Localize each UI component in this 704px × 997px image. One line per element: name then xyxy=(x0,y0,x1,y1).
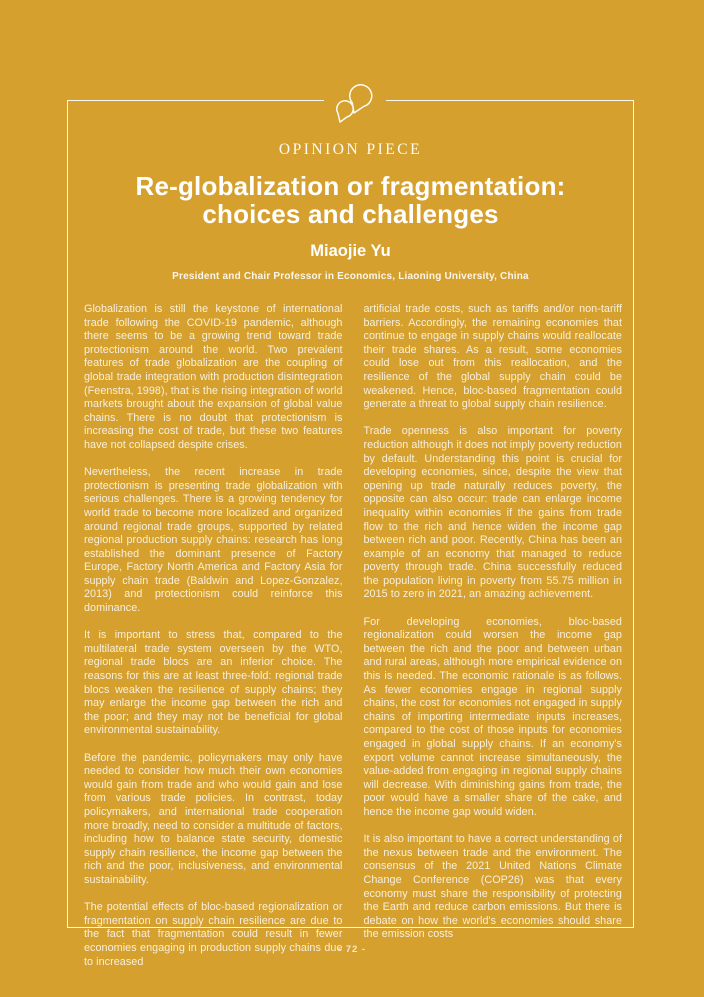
article-title-line1: Re-globalization or fragmentation: xyxy=(135,171,566,201)
paragraph: It is also important to have a correct understanding of the nexus between trade and the environment. The consensus of the 2021 United Nations Climate Change Conference (COP26) was that every economy must share the responsibility of protecting the Earth and reduce carbon emissions. But there is debate on how the world's economies should share the emission costs xyxy=(363,833,622,941)
paragraph: Before the pandemic, policymakers may only have needed to consider how much their own economies would gain from trade and who would gain and lose from various trade policies. In contrast, today policymakers, and international trade cooperation more broadly, need to consider a multitude of factors, including how to balance state security, domestic supply chain resilience, the income gap between the rich and the poor, inclusiveness, and environmental sustainability. xyxy=(84,751,343,886)
author-name: Miaojie Yu xyxy=(310,242,391,260)
article-title xyxy=(67,172,634,228)
author-affiliation: President and Chair Professor in Economics, Liaoning University, China xyxy=(172,271,529,282)
paragraph: For developing economies, bloc-based regionalization could worsen the income gap between the rich and the poor and between urban and rural areas, although more empirical evidence on this is needed. The economic rationale is as follows. As fewer economies engage in regional supply chains, the cost for economies not engaged in supply chains of importing intermediate inputs increases, compared to the cost of those inputs for economies engaged in global supply chains. If an economy's export volume cannot increase simultaneously, the value-added from engaging in regional supply chains will decrease. With diminishing gains from trade, the poor would have a smaller share of the cake, and hence the income gap would widen. xyxy=(363,615,622,818)
paragraph: The potential effects of bloc-based regionalization or fragmentation on supply chain resilience are due to the fact that fragmentation could result in fewer economies engaging in production supply chains due to increased xyxy=(84,901,343,968)
section-kicker: OPINION PIECE xyxy=(278,141,423,158)
right-column xyxy=(364,303,623,969)
paragraph: Globalization is still the keystone of international trade following the COVID-19 pandemic, although there seems to be a growing trend toward trade protectionism around the world. Two prevalent features of trade globalization are the coupling of global trade integration with production disintegration (Feenstra, 1998), that is the rising integration of world markets brought about the expansion of global value chains. There is no doubt that protectionism is increasing the cost of trade, but these two features have not collapsed despite crises. xyxy=(84,303,343,451)
paragraph: It is important to stress that, compared to the multilateral trade system overseen by the WTO, regional trade blocs are an inferior choice. The reasons for this are at least three-fold: regional trade blocs weaken the resilience of supply chains; they may enlarge the income gap between the rich and the poor; and they may not be beneficial for global environmental sustainability. xyxy=(84,629,343,737)
article-title-line2: choices and challenges xyxy=(202,199,499,229)
paragraph: artificial trade costs, such as tariffs and/or non-tariff barriers. Accordingly, the remaining economies that continue to engage in supply chains would reallocate their trade shares. As a result, some economies could lose out from this reallocation, and the resilience of the global supply chain could be weakened. Hence, bloc-based fragmentation could generate a threat to global supply chain resilience. xyxy=(363,303,622,411)
left-column xyxy=(84,303,343,969)
paragraph: Nevertheless, the recent increase in trade protectionism is presenting trade globalization with serious challenges. There is a growing tendency for world trade to become more localized and organized around regional trade groups, supported by related regional production supply chains: research has long established the dominant presence of Factory Europe, Factory North America and Factory Asia for supply chain trade (Baldwin and Lopez-Gonzalez, 2013) and protectionism could reinforce this dominance. xyxy=(84,466,343,615)
page-number: - 72 - xyxy=(337,944,367,955)
article xyxy=(67,100,634,969)
article-body xyxy=(67,303,634,969)
paragraph: Trade openness is also important for poverty reduction although it does not imply poverty reduction by default. Understanding this point is crucial for developing economies, since, despite the view that opening up trade naturally reduces poverty, the opposite can also occur: trade can enlarge income inequality within economies if the gains from trade flow to the rich and hence widen the income gap between rich and poor. Recently, China has been an example of an economy that managed to reduce poverty through trade. China successfully reduced the population living in poverty from 55.75 million in 2015 to zero in 2021, an amazing achievement. xyxy=(363,425,622,601)
